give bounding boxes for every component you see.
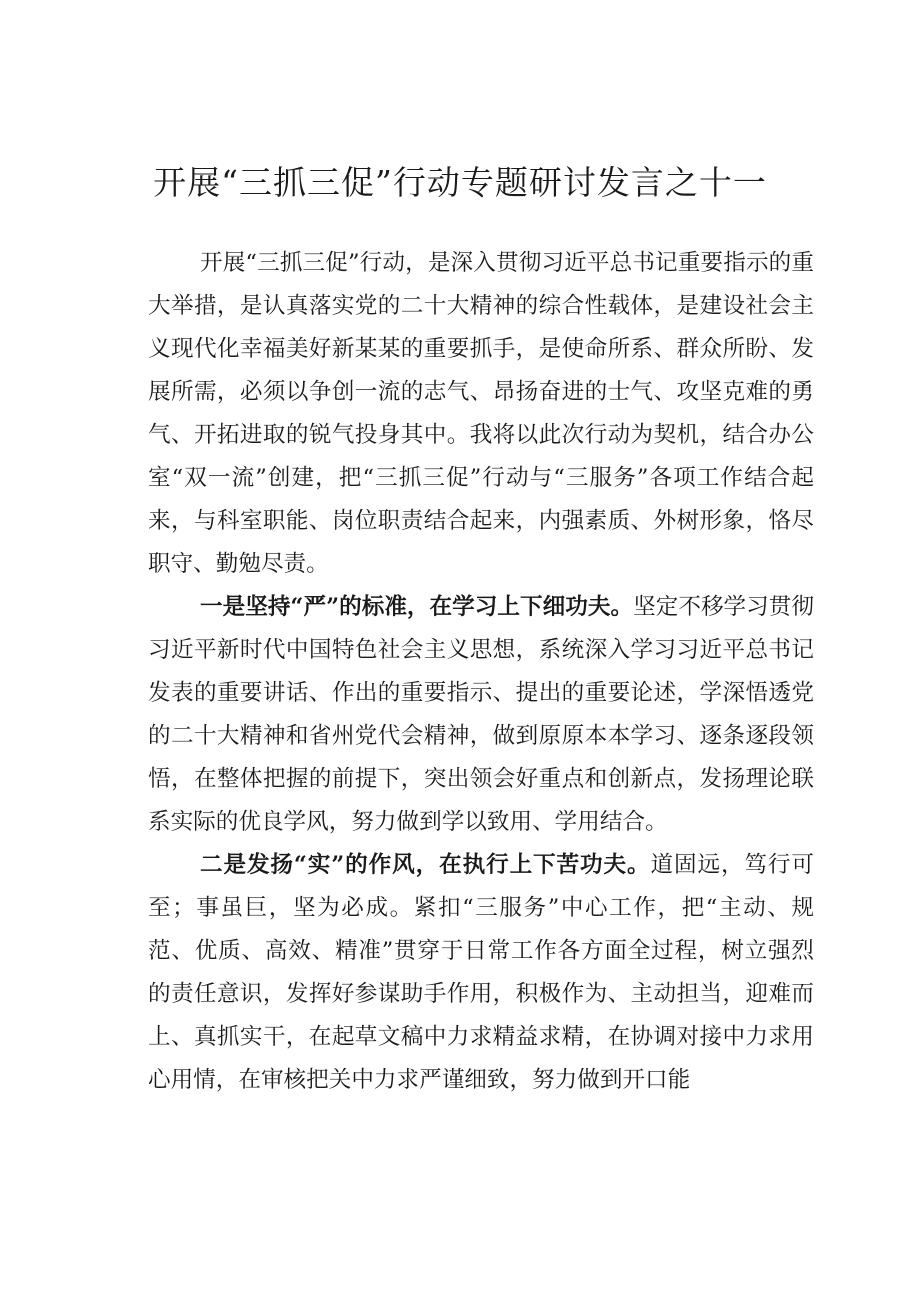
paragraph-point-2-heading: 二是发扬“实”的作风，在执行上下苦功夫。 [199,852,651,878]
document-title: 开展“三抓三促”行动专题研讨发言之十一 [153,163,767,202]
paragraph-point-1-heading: 一是坚持“严”的标准，在学习上下细功夫。 [199,594,634,620]
paragraph-point-2 [148,844,814,1102]
paragraph-intro [148,242,814,586]
paragraph-intro-text: 开展“三抓三促”行动，是深入贯彻习近平总书记重要指示的重大举措，是认真落实党的二十大精神的综合性载体，是建设社会主义现代化幸福美好新某某的重要抓手，是使命所系、群众所盼、发展所需，必须以争创一流的志气、昂扬奋进的士气、攻坚克难的勇气、开拓进取的锐气投身其中。我将以此次行动为契机，结合办公室“双一流”创建，把“三抓三促”行动与“三服务”各项工作结合起来，与科室职能、岗位职责结合起来，内强素质、外树形象，恪尽职守、勤勉尽责。 [148,250,814,577]
document-body [148,242,814,1102]
paragraph-point-2-text: 道固远，笃行可至；事虽巨，坚为必成。紧扣“三服务”中心工作，把“主动、规范、优质、高效、精准”贯穿于日常工作各方面全过程，树立强烈的责任意识，发挥好参谋助手作用，积极作为、主动担当，迎难而上、真抓实干，在起草文稿中力求精益求精，在协调对接中力求用心用情，在审核把关中力求严谨细致，努力做到开口能 [148,852,814,1093]
paragraph-point-1 [148,586,814,844]
paragraph-point-1-text: 坚定不移学习贯彻习近平新时代中国特色社会主义思想，系统深入学习习近平总书记发表的重要讲话、作出的重要指示、提出的重要论述，学深悟透党的二十大精神和省州党代会精神，做到原原本本学习、逐条逐段领悟，在整体把握的前提下，突出领会好重点和创新点，发扬理论联系实际的优良学风，努力做到学以致用、学用结合。 [148,594,814,835]
